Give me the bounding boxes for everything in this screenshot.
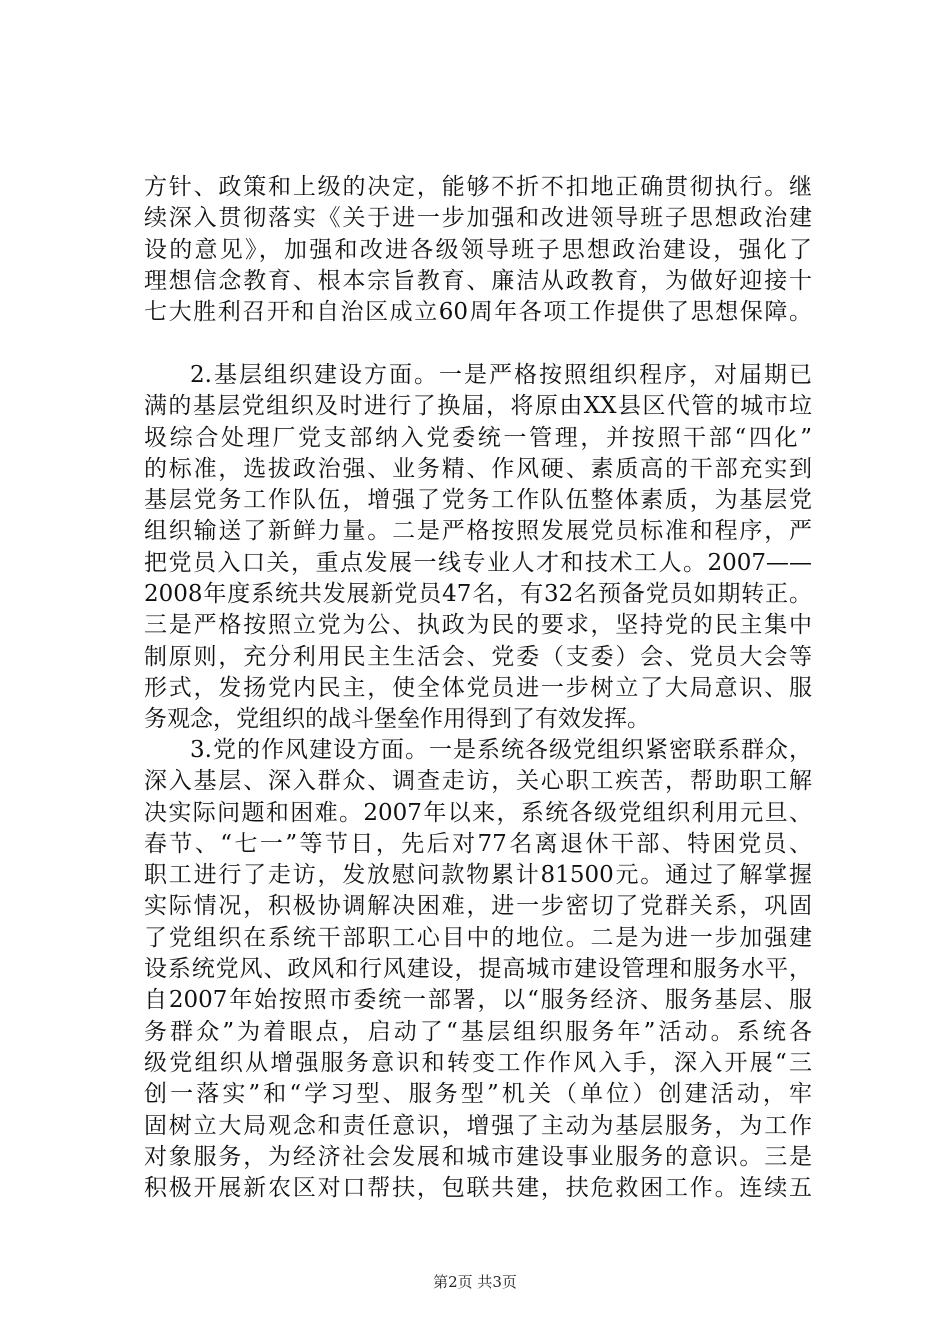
paragraph-continued <box>144 172 812 328</box>
paragraph-line: 固树立大局观念和责任意识，增强了主动为基层服务，为工作 <box>144 1112 812 1139</box>
paragraph-line: 2.基层组织建设方面。一是严格按照组织程序，对届期已 <box>190 362 812 388</box>
paragraph-line: 决实际问题和困难。2007年以来，系统各级党组织利用元旦、 <box>144 799 812 826</box>
paragraph-line: 七大胜利召开和自治区成立60周年各项工作提供了思想保障。 <box>144 299 812 326</box>
paragraph-line: 圾综合处理厂党支部纳入党委统一管理，并按照干部“四化” <box>144 424 812 451</box>
paragraph-line: 2008年度系统共发展新党员47名，有32名预备党员如期转正。 <box>144 581 812 608</box>
paragraph-line: 深入基层、深入群众、调查走访，关心职工疾苦，帮助职工解 <box>144 768 812 795</box>
paragraph-line: 务群众”为着眼点，启动了“基层组织服务年”活动。系统各 <box>144 1018 812 1045</box>
paragraph-line: 3.党的作风建设方面。一是系统各级党组织紧密联系群众， <box>190 737 812 763</box>
paragraph-party-style <box>144 735 812 1204</box>
paragraph-line: 形式，发扬党内民主，使全体党员进一步树立了大局意识、服 <box>144 674 812 701</box>
page-footer <box>0 1272 950 1292</box>
paragraph-line: 自2007年始按照市委统一部署，以“服务经济、服务基层、服 <box>144 987 812 1014</box>
paragraph-line: 职工进行了走访，发放慰问款物累计81500元。通过了解掌握 <box>144 862 812 889</box>
paragraph-line: 创一落实”和“学习型、服务型”机关（单位）创建活动，牢 <box>144 1081 812 1108</box>
paragraph-line: 制原则，充分利用民主生活会、党委（支委）会、党员大会等 <box>144 643 812 670</box>
paragraph-line: 的标准，选拔政治强、业务精、作风硬、素质高的干部充实到 <box>144 455 812 482</box>
paragraph-line: 春节、“七一”等节日，先后对77名离退休干部、特困党员、 <box>144 830 812 857</box>
paragraph-line: 理想信念教育、根本宗旨教育、廉洁从政教育，为做好迎接十 <box>144 267 812 294</box>
paragraph-line: 了党组织在系统干部职工心目中的地位。二是为进一步加强建 <box>144 924 812 951</box>
paragraph-line: 积极开展新农区对口帮扶，包联共建，扶危救困工作。连续五 <box>144 1175 812 1202</box>
paragraph-line: 务观念，党组织的战斗堡垒作用得到了有效发挥。 <box>144 706 650 733</box>
paragraph-line: 三是严格按照立党为公、执政为民的要求，坚持党的民主集中 <box>144 612 812 639</box>
paragraph-line: 设的意见》，加强和改进各级领导班子思想政治建设，强化了 <box>144 236 812 263</box>
paragraph-line: 满的基层党组织及时进行了换届，将原由XX县区代管的城市垃 <box>144 393 812 420</box>
paragraph-line: 方针、政策和上级的决定，能够不折不扣地正确贯彻执行。继 <box>144 174 812 200</box>
page-number-label: 第2页 共3页 <box>433 1273 517 1291</box>
paragraph-line: 组织输送了新鲜力量。二是严格按照发展党员标准和程序，严 <box>144 518 812 545</box>
paragraph-line: 级党组织从增强服务意识和转变工作作风入手，深入开展“三 <box>144 1049 812 1076</box>
paragraph-line: 对象服务，为经济社会发展和城市建设事业服务的意识。三是 <box>144 1143 812 1170</box>
paragraph-line: 设系统党风、政风和行风建设，提高城市建设管理和服务水平， <box>144 956 812 983</box>
paragraph-line: 基层党务工作队伍，增强了党务工作队伍整体素质，为基层党 <box>144 487 812 514</box>
paragraph-grassroots-organization <box>144 360 812 736</box>
paragraph-line: 把党员入口关，重点发展一线专业人才和技术工人。2007—— <box>144 549 812 576</box>
paragraph-line: 续深入贯彻落实《关于进一步加强和改进领导班子思想政治建 <box>144 205 812 232</box>
paragraph-line: 实际情况，积极协调解决困难，进一步密切了党群关系，巩固 <box>144 893 812 920</box>
